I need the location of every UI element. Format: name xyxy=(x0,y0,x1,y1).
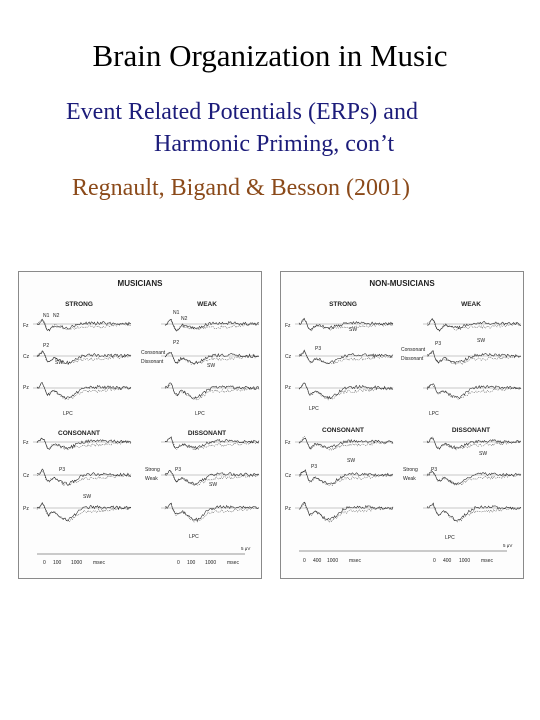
condition-top-left: STRONG xyxy=(65,301,93,308)
erp-trace-dashed xyxy=(427,351,521,365)
erp-trace-solid xyxy=(427,471,521,485)
musicians-figure xyxy=(18,271,262,579)
component-label: LPC xyxy=(445,535,455,541)
component-label: LPC xyxy=(189,534,199,540)
erp-trace-solid xyxy=(299,350,393,364)
component-label: SW xyxy=(349,327,358,333)
scale-label: 5 μV xyxy=(503,543,513,548)
electrode-label: Cz xyxy=(23,473,30,479)
condition-bottom-left: CONSONANT xyxy=(58,430,100,437)
component-label: LPC xyxy=(429,411,439,417)
erp-trace-dashed xyxy=(37,351,131,365)
slide-authors: Regnault, Bigand & Besson (2001) xyxy=(72,175,410,201)
erp-trace-solid xyxy=(299,438,393,449)
erp-trace-dashed xyxy=(299,319,393,331)
component-label: N1 xyxy=(173,310,180,316)
component-label: SW xyxy=(479,451,488,457)
axis-tick: 0 xyxy=(433,558,436,564)
axis-tick: 1000 xyxy=(459,558,471,564)
erp-trace-dashed xyxy=(165,319,259,331)
erp-trace-solid xyxy=(427,384,521,399)
erp-trace-solid xyxy=(37,319,131,331)
axis-tick: msec xyxy=(481,558,493,564)
erp-trace-solid xyxy=(165,383,259,399)
figure-header: MUSICIANS xyxy=(117,279,163,288)
erp-trace-solid xyxy=(37,503,131,521)
subtitle-line-1: Event Related Potentials (ERPs) and xyxy=(66,99,418,125)
erp-trace-solid xyxy=(299,502,393,520)
erp-trace-solid xyxy=(299,384,393,399)
condition-bottom-right: DISSONANT xyxy=(451,427,491,434)
erp-trace-solid xyxy=(299,470,393,485)
component-label: P3 xyxy=(435,341,442,347)
electrode-label: Fz xyxy=(23,440,29,446)
component-label: N2 xyxy=(181,316,188,322)
electrode-label: Pz xyxy=(285,385,291,391)
erp-trace-dashed xyxy=(165,503,259,522)
musicians-erp-plot xyxy=(19,272,261,578)
legend-entry: Strong xyxy=(145,467,160,473)
erp-trace-dashed xyxy=(299,352,393,364)
legend-entry: Dissonant xyxy=(401,356,424,362)
non-musicians-figure xyxy=(280,271,524,579)
legend-entry: Weak xyxy=(403,476,416,482)
erp-trace-solid xyxy=(37,438,131,449)
axis-tick: 100 xyxy=(187,560,196,566)
axis-tick: 100 xyxy=(53,560,62,566)
subtitle-line-2: Harmonic Priming, con’t xyxy=(154,131,395,157)
axis-tick: 1000 xyxy=(205,560,217,566)
electrode-label: Cz xyxy=(23,354,30,360)
component-label: SW xyxy=(207,363,216,369)
non-musicians-erp-plot xyxy=(281,272,523,578)
erp-trace-dashed xyxy=(37,320,131,331)
component-label: SW xyxy=(347,458,356,464)
electrode-label: Pz xyxy=(23,385,29,391)
electrode-label: Cz xyxy=(285,354,292,360)
legend-entry: Strong xyxy=(403,467,418,473)
component-label: P3 xyxy=(175,467,182,473)
electrode-label: Fz xyxy=(285,440,291,446)
scale-label: 5 μV xyxy=(241,546,251,551)
erp-trace-solid xyxy=(37,469,131,485)
condition-top-left: STRONG xyxy=(329,301,357,308)
component-label: P2 xyxy=(173,340,180,346)
axis-tick: 400 xyxy=(443,558,452,564)
component-label: SW xyxy=(209,482,218,488)
condition-bottom-left: CONSONANT xyxy=(322,427,364,434)
axis-tick: 0 xyxy=(303,558,306,564)
slide-title: Brain Organization in Music xyxy=(92,38,448,73)
slide-subtitle xyxy=(66,96,506,160)
axis-tick: msec xyxy=(349,558,361,564)
figure-header: NON-MUSICIANS xyxy=(369,279,435,288)
erp-trace-solid xyxy=(165,437,259,449)
erp-trace-dashed xyxy=(37,439,131,450)
component-label: SW xyxy=(83,494,92,500)
axis-tick: 0 xyxy=(177,560,180,566)
component-label: SW xyxy=(55,360,64,366)
legend-entry: Consonant xyxy=(141,350,166,356)
legend-entry: Dissonant xyxy=(141,359,164,365)
component-label: LPC xyxy=(63,411,73,417)
condition-top-right: WEAK xyxy=(197,301,217,308)
component-label: P2 xyxy=(43,343,50,349)
component-label: N1 xyxy=(43,313,50,319)
erp-trace-dashed xyxy=(299,382,393,400)
electrode-label: Fz xyxy=(285,323,291,329)
electrode-label: Pz xyxy=(23,506,29,512)
component-label: SW xyxy=(477,338,486,344)
erp-trace-dashed xyxy=(299,436,393,450)
erp-trace-dashed xyxy=(165,384,259,400)
electrode-label: Pz xyxy=(285,506,291,512)
erp-trace-dashed xyxy=(165,438,259,450)
component-label: LPC xyxy=(195,411,205,417)
component-label: P3 xyxy=(59,467,66,473)
condition-bottom-right: DISSONANT xyxy=(187,430,227,437)
axis-tick: msec xyxy=(93,560,105,566)
erp-trace-solid xyxy=(37,351,131,364)
component-label: P3 xyxy=(315,346,322,352)
erp-trace-solid xyxy=(427,319,521,332)
axis-tick: msec xyxy=(227,560,239,566)
component-label: N2 xyxy=(53,313,60,319)
component-label: LPC xyxy=(309,406,319,412)
axis-tick: 0 xyxy=(43,560,46,566)
electrode-label: Fz xyxy=(23,323,29,329)
legend-entry: Weak xyxy=(145,476,158,482)
axis-tick: 1000 xyxy=(327,558,339,564)
erp-trace-dashed xyxy=(427,470,521,485)
component-label: P3 xyxy=(431,467,438,473)
component-label: P3 xyxy=(311,464,318,470)
erp-trace-solid xyxy=(427,503,521,521)
legend-entry: Consonant xyxy=(401,347,426,353)
condition-top-right: WEAK xyxy=(461,301,481,308)
axis-tick: 1000 xyxy=(71,560,83,566)
electrode-label: Cz xyxy=(285,473,292,479)
erp-trace-dashed xyxy=(37,383,131,400)
erp-trace-dashed xyxy=(37,471,131,486)
axis-tick: 400 xyxy=(313,558,322,564)
